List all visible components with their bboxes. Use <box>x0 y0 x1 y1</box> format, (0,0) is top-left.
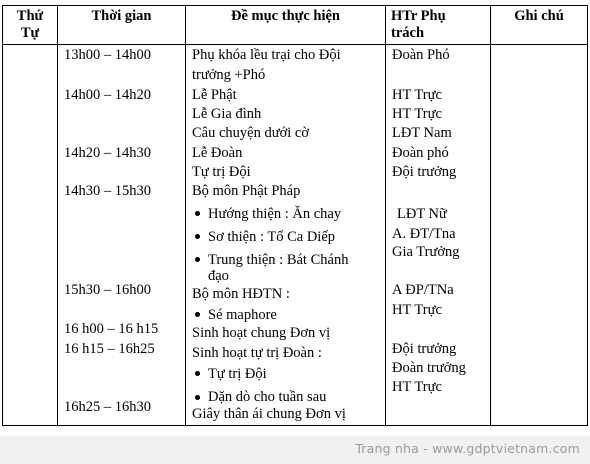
item-text: Lễ Gia đình <box>192 106 262 122</box>
owner-text: A. ĐT/Tna <box>392 226 456 242</box>
owner-text: Đoàn phó <box>392 145 449 161</box>
owner-text: LĐT Nữ <box>397 206 447 222</box>
item-text: Tự trị Đội <box>192 164 251 180</box>
time-slot: 16h25 – 16h30 <box>64 399 151 415</box>
owner-text: A ĐP/TNa <box>392 282 454 298</box>
item-text: Sinh hoạt chung Đơn vị <box>192 325 331 341</box>
item-text: Lễ Phật <box>192 87 237 103</box>
owner-text: Đoàn trưởng <box>392 360 466 376</box>
owner-text: HT Trực <box>392 106 442 122</box>
time-slot: 16 h00 – 16 h15 <box>64 321 159 337</box>
time-slot: 14h20 – 14h30 <box>64 145 151 161</box>
item-text: Câu chuyện dưới cờ <box>192 125 310 141</box>
item-text: Bộ môn HĐTN : <box>192 286 290 302</box>
owner-text: HT Trực <box>392 87 442 103</box>
col-border-2 <box>185 5 186 426</box>
bullet-icon <box>195 371 200 376</box>
col-border-0 <box>2 5 3 426</box>
footer-bar <box>0 436 590 464</box>
header-owner-line-1: HTr Phụ <box>391 8 446 24</box>
header-order-line-2: Tự <box>20 25 40 41</box>
table-bottom-border <box>2 425 588 426</box>
col-border-4 <box>490 5 491 426</box>
bullet-icon <box>195 211 200 216</box>
site-credit[interactable]: Trang nha - www.gdptvietnam.com <box>355 441 580 456</box>
item-text: Phụ khóa lều trại cho Đội <box>192 47 341 63</box>
item-text: Giây thân ái chung Đơn vị <box>192 406 346 422</box>
owner-text: Gia Trưởng <box>392 244 460 260</box>
item-text: Lễ Đoàn <box>192 145 243 161</box>
header-owner <box>391 8 490 42</box>
item-text: Dặn dò cho tuần sau <box>208 389 327 405</box>
item-text: đạo <box>208 268 229 284</box>
item-text: Sinh hoạt tự trị Đoàn : <box>192 345 322 361</box>
time-slot: 13h00 – 14h00 <box>64 47 151 63</box>
header-item: Đề mục thực hiện <box>231 8 340 24</box>
item-text: Tự trị Đội <box>208 366 267 382</box>
bullet-icon <box>195 395 200 400</box>
col-border-3 <box>385 5 386 426</box>
time-slot: 14h00 – 14h20 <box>64 87 151 103</box>
owner-text: HT Trực <box>392 302 442 318</box>
item-text: trưởng +Phó <box>192 67 266 83</box>
bullet-icon <box>195 257 200 262</box>
item-text: Hướng thiện : Ăn chay <box>208 206 342 222</box>
owner-text: Đội trưởng <box>392 164 457 180</box>
time-slot: 15h30 – 16h00 <box>64 282 151 298</box>
bullet-icon <box>195 234 200 239</box>
header-note: Ghi chú <box>514 8 564 24</box>
item-text: Bộ môn Phật Pháp <box>192 183 301 199</box>
item-text: Sơ thiện : Tổ Ca Diếp <box>208 229 336 245</box>
time-slot: 16 h15 – 16h25 <box>64 341 155 357</box>
item-text: Trung thiện : Bát Chánh <box>208 252 349 268</box>
col-border-1 <box>57 5 58 426</box>
owner-text: LĐT Nam <box>392 125 452 141</box>
bullet-icon <box>195 312 200 317</box>
owner-text: Đoàn Phó <box>392 47 450 63</box>
header-order-line-1: Thứ <box>16 8 44 24</box>
item-text: Sé maphore <box>208 307 277 323</box>
header-order <box>3 8 57 42</box>
owner-text: Đội trưởng <box>392 341 457 357</box>
owner-text: HT Trực <box>392 379 442 395</box>
header-time: Thời gian <box>91 8 152 24</box>
time-slot: 14h30 – 15h30 <box>64 183 151 199</box>
header-owner-line-2: trách <box>391 25 425 41</box>
table-top-border <box>2 5 588 6</box>
col-border-5 <box>587 5 588 426</box>
